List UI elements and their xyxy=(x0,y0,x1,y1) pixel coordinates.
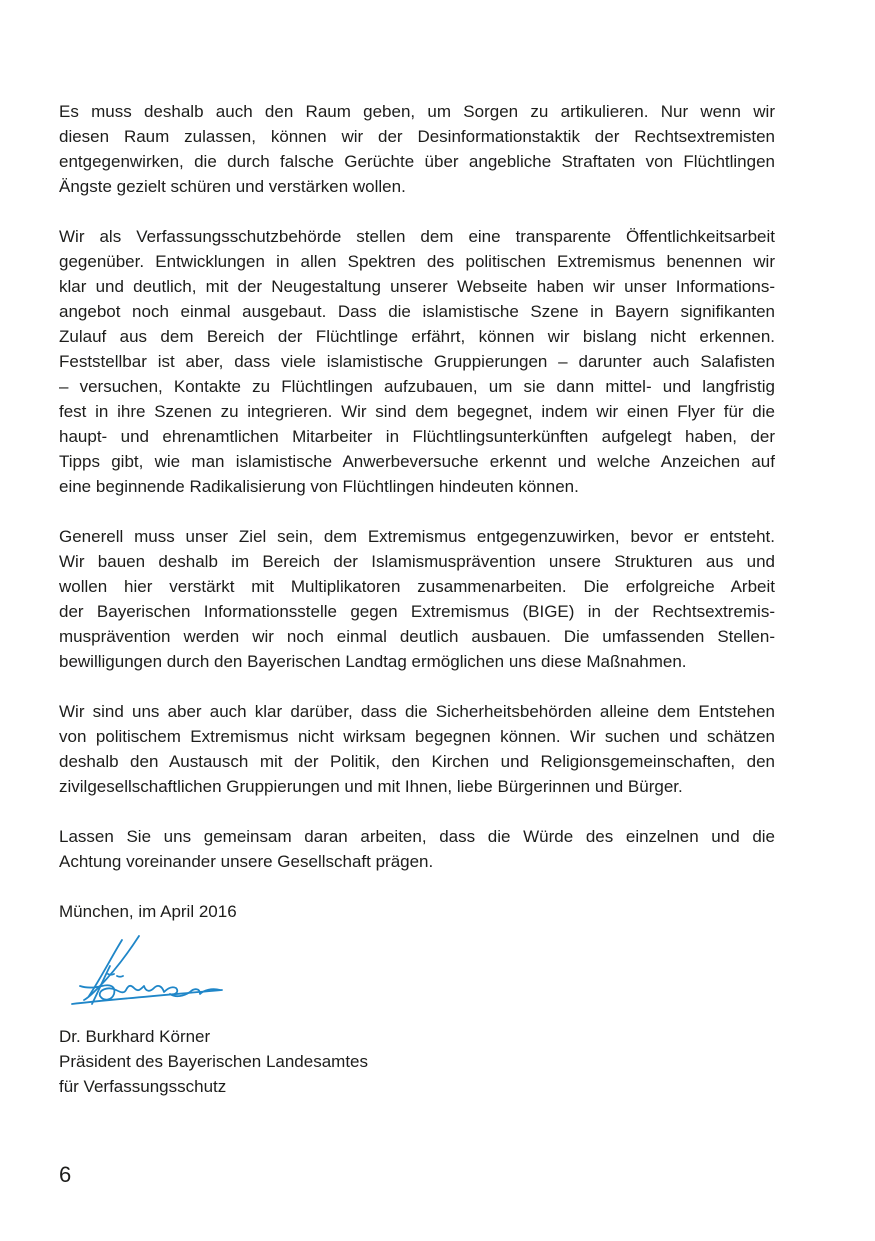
text-line: Ängste gezielt schüren und verstärken wollen. xyxy=(59,177,406,196)
text-line: Feststellbar ist aber, dass viele islamistische Gruppierungen – darunter auch Salafisten xyxy=(59,352,775,371)
signature-stroke xyxy=(117,976,123,977)
text-line: Achtung voreinander unsere Gesellschaft prägen. xyxy=(59,852,434,871)
place-date-text: München, im April 2016 xyxy=(59,902,237,921)
text-line: Lassen Sie uns gemeinsam daran arbeiten, dass die Würde des einzelnen und die xyxy=(59,827,775,846)
page-number: 6 xyxy=(59,1162,72,1187)
text-line: Wir als Verfassungsschutzbehörde stellen dem eine transparente Öffentlichkeitsarbeit xyxy=(59,227,775,246)
signer-title-line1: Präsident des Bayerischen Landesamtes xyxy=(59,1052,369,1071)
text-line: Wir bauen deshalb im Bereich der Islamismusprävention unsere Strukturen aus und xyxy=(59,552,775,571)
text-line: Zulauf aus dem Bereich der Flüchtlinge erfährt, können wir bislang nicht erkennen. xyxy=(59,327,775,346)
signer-title-line2: für Verfassungsschutz xyxy=(59,1077,227,1096)
signature-stroke xyxy=(108,974,114,975)
text-line: deshalb den Austausch mit der Politik, den Kirchen und Religionsgemeinschaften, den xyxy=(59,752,775,771)
text-line: eine beginnende Radikalisierung von Flüchtlingen hindeuten können. xyxy=(59,477,579,496)
text-line: wollen hier verstärkt mit Multiplikatoren zusammenarbeiten. Die erfolgreiche Arbeit xyxy=(59,577,775,596)
text-line: diesen Raum zulassen, können wir der Desinformationstaktik der Rechtsextremisten xyxy=(59,127,775,146)
signer-block xyxy=(59,1024,775,1099)
paragraph-5 xyxy=(59,824,775,874)
text-line: musprävention werden wir noch einmal deutlich ausbauen. Die umfassenden Stellen- xyxy=(59,627,775,646)
text-line: angebot noch einmal ausgebaut. Dass die islamistische Szene in Bayern signifikanten xyxy=(59,302,775,321)
text-line: von politischem Extremismus nicht wirksam begegnen können. Wir suchen und schätzen xyxy=(59,727,775,746)
text-line: Wir sind uns aber auch klar darüber, dass die Sicherheitsbehörden alleine dem Entstehen xyxy=(59,702,775,721)
paragraph-1 xyxy=(59,99,775,199)
text-line: Generell muss unser Ziel sein, dem Extremismus entgegenzuwirken, bevor er entsteht. xyxy=(59,527,775,546)
text-line: gegenüber. Entwicklungen in allen Spektren des politischen Extremismus benennen wir xyxy=(59,252,775,271)
paragraph-4 xyxy=(59,699,775,799)
signer-name: Dr. Burkhard Körner xyxy=(59,1027,211,1046)
text-line: der Bayerischen Informationsstelle gegen Extremismus (BIGE) in der Rechtsextremis- xyxy=(59,602,775,621)
text-line: Es muss deshalb auch den Raum geben, um Sorgen zu artikulieren. Nur wenn wir xyxy=(59,102,775,121)
text-line: klar und deutlich, mit der Neugestaltung unserer Webseite haben wir unser Informations- xyxy=(59,277,775,296)
text-line: – versuchen, Kontakte zu Flüchtlingen aufzubauen, um sie dann mittel- und langfristig xyxy=(59,377,775,396)
text-line: Tipps gibt, wie man islamistische Anwerbeversuche erkennt und welche Anzeichen auf xyxy=(59,452,775,471)
paragraph-2 xyxy=(59,224,775,499)
text-line: fest in ihre Szenen zu integrieren. Wir sind dem begegnet, indem wir einen Flyer für die xyxy=(59,402,775,421)
text-line: haupt- und ehrenamtlichen Mitarbeiter in Flüchtlingsunterkünften aufgelegt haben, der xyxy=(59,427,775,446)
text-line: entgegenwirken, die durch falsche Gerüchte über angebliche Straftaten von Flüchtlingen xyxy=(59,152,775,171)
signature-icon xyxy=(64,930,229,1012)
text-line: zivilgesellschaftlichen Gruppierungen und mit Ihnen, liebe Bürgerinnen und Bürger. xyxy=(59,777,683,796)
paragraph-3 xyxy=(59,524,775,674)
text-line: bewilligungen durch den Bayerischen Landtag ermöglichen uns diese Maßnahmen. xyxy=(59,652,687,671)
place-date xyxy=(59,899,775,924)
